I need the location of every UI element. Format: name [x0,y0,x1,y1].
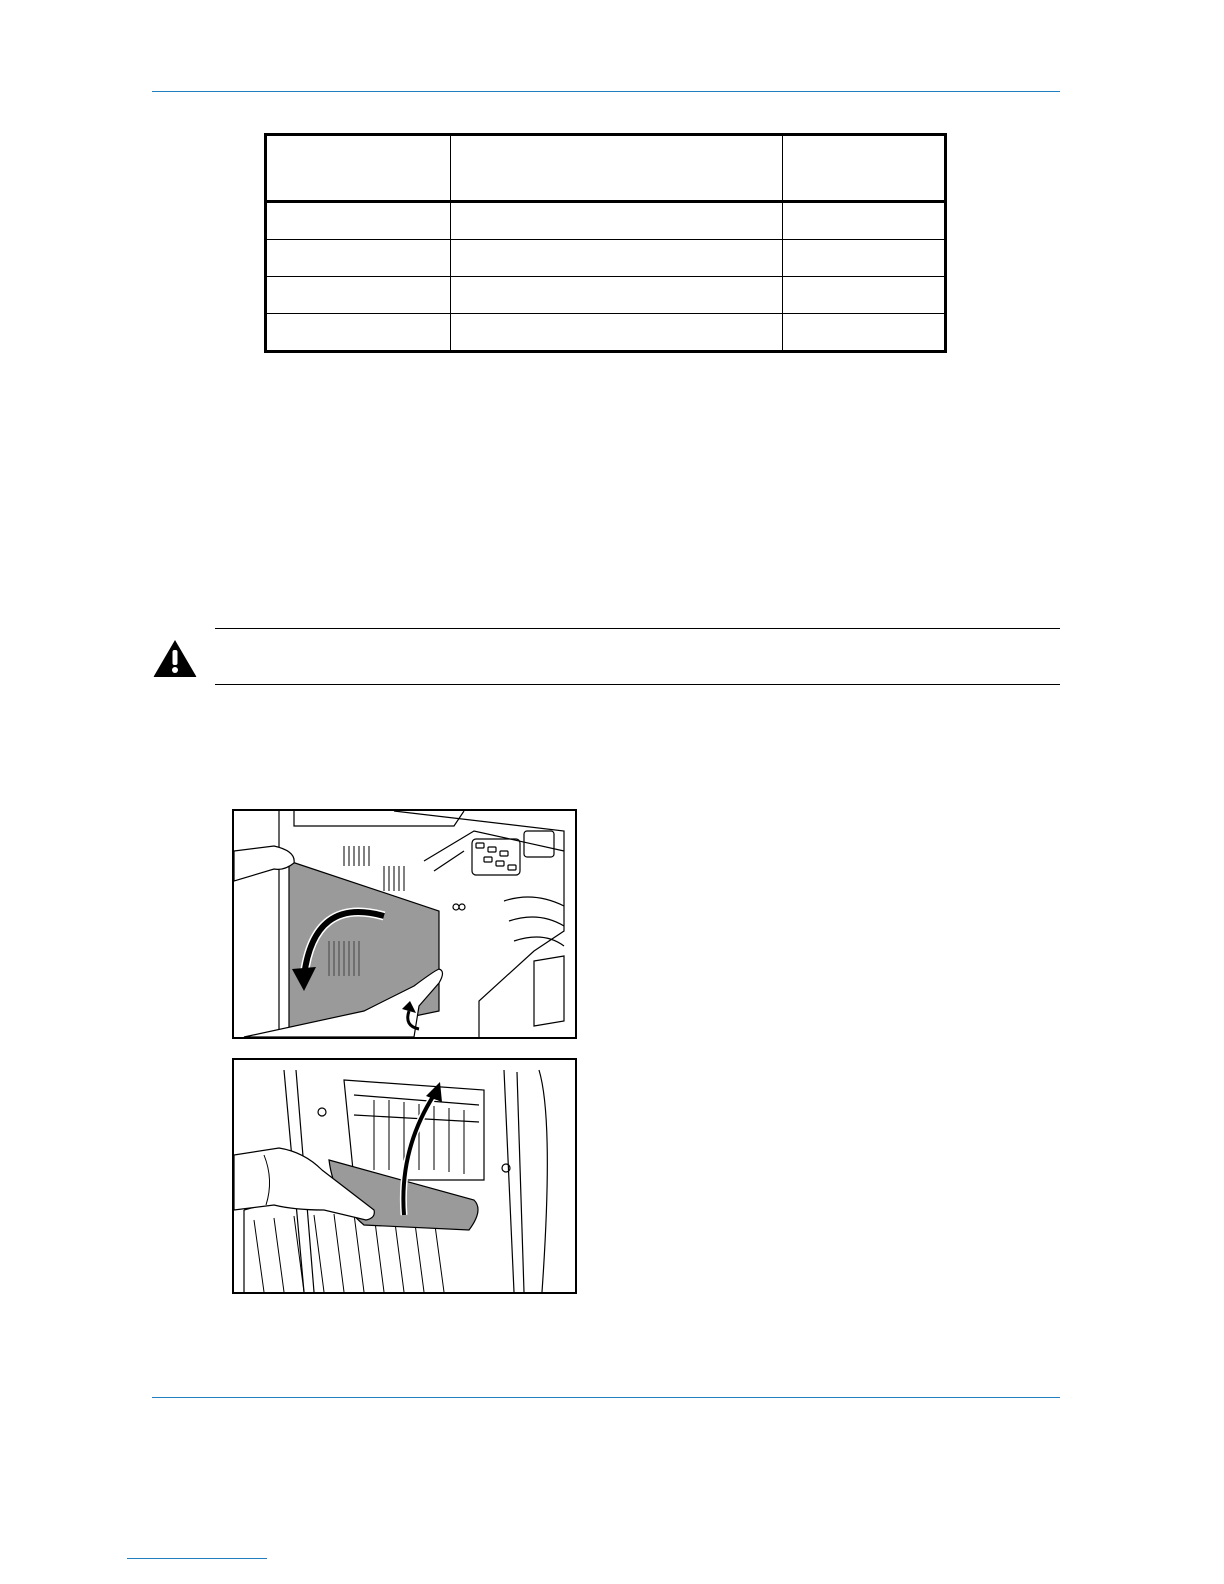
table-row [266,240,946,277]
table-cell [451,202,783,240]
table-cell [783,314,946,352]
table-header-cell [266,135,451,202]
caution-bottom-rule [215,684,1060,685]
remove-jammed-paper-illustration [232,1058,577,1294]
table-header-cell [451,135,783,202]
table-cell [266,277,451,314]
table-header-cell [783,135,946,202]
table-row [266,277,946,314]
footer-rule [152,1397,1060,1398]
table-cell [451,277,783,314]
open-right-cover-illustration [232,809,577,1039]
table-cell [266,314,451,352]
caution-top-rule [215,628,1060,629]
table-cell [266,240,451,277]
table-cell [783,240,946,277]
table-cell [783,202,946,240]
footer-link-underline[interactable] [127,1558,267,1559]
table-cell [451,240,783,277]
jam-location-table [264,133,947,353]
table-cell [266,202,451,240]
table-row [266,202,946,240]
table-header-row [266,135,946,202]
warning-triangle-icon [152,638,198,678]
header-rule [152,91,1060,92]
table-cell [451,314,783,352]
table-cell [783,277,946,314]
table-row [266,314,946,352]
